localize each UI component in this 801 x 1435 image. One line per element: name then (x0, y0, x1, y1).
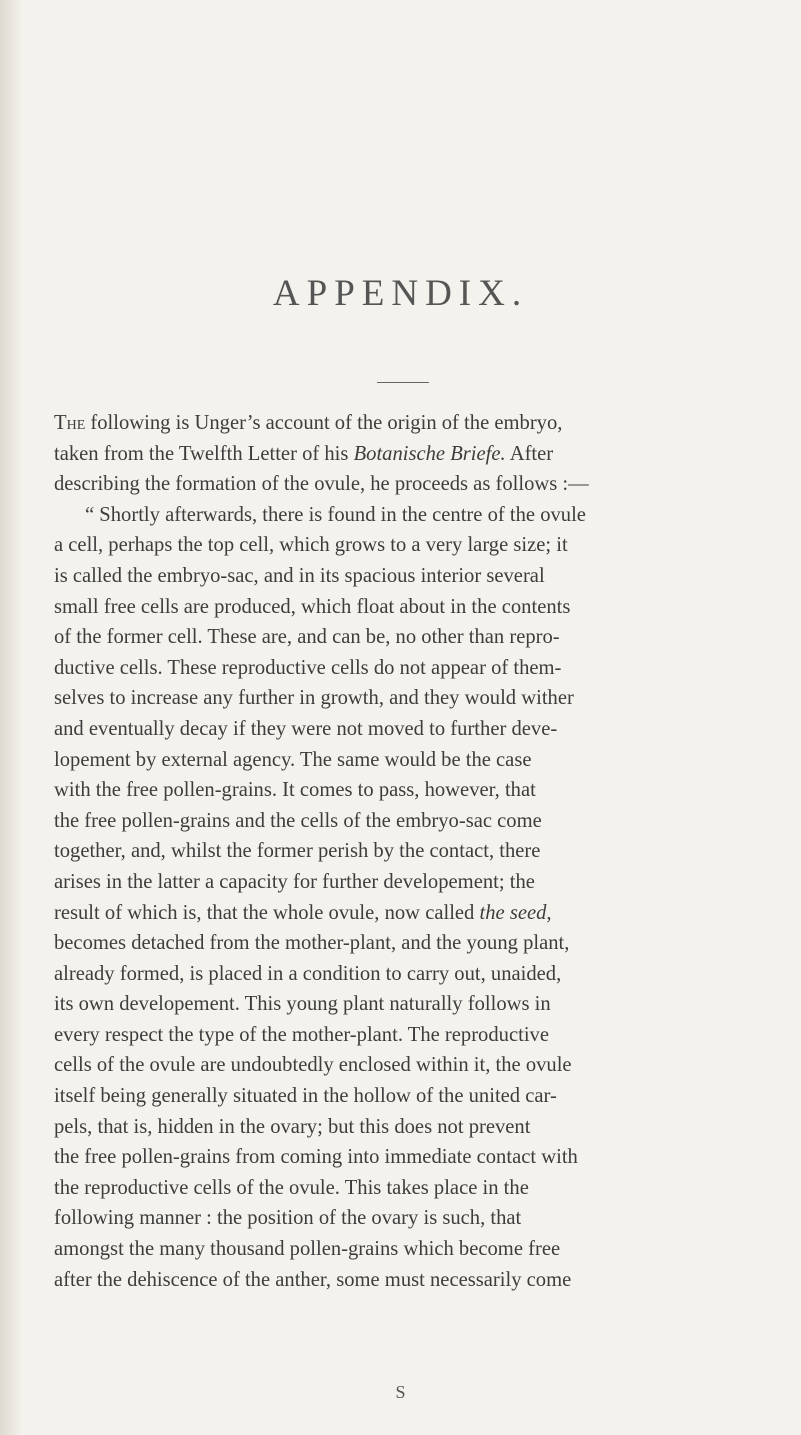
text-line: selves to increase any further in growth, and they would wither (54, 687, 574, 710)
text-line: result of which is, that the whole ovule, now called the seed, (54, 901, 552, 924)
text-line: with the free pollen-grains. It comes to pass, however, that (54, 779, 536, 802)
text-line: pels, that is, hidden in the ovary; but this does not prevent (54, 1115, 531, 1138)
text-line: the free pollen-grains and the cells of the embryo-sac come (54, 809, 542, 832)
text-line: the reproductive cells of the ovule. This takes place in the (54, 1176, 529, 1199)
page-edge-shadow (0, 0, 22, 1435)
heading-rule (377, 382, 429, 383)
text-line: together, and, whilst the former perish by the contact, there (54, 840, 541, 863)
text-line: cells of the ovule are undoubtedly enclosed within it, the ovule (54, 1054, 572, 1077)
text-line: describing the formation of the ovule, he proceeds as follows :— (54, 473, 589, 496)
text-line: a cell, perhaps the top cell, which grows to a very large size; it (54, 534, 568, 557)
text-line: is called the embryo-sac, and in its spacious interior several (54, 564, 545, 587)
appendix-paragraph (54, 408, 744, 1295)
text-line: becomes detached from the mother-plant, and the young plant, (54, 932, 570, 955)
text-line: and eventually decay if they were not moved to further deve- (54, 717, 558, 740)
text-line: The following is Unger’s account of the origin of the embryo, (54, 412, 563, 434)
text-line: already formed, is placed in a condition to carry out, unaided, (54, 962, 562, 985)
text-line: amongst the many thousand pollen-grains which become free (54, 1238, 561, 1261)
lead-word: The (54, 412, 86, 434)
text-line: its own developement. This young plant naturally follows in (54, 993, 551, 1016)
text-line: following manner : the position of the ovary is such, that (54, 1207, 522, 1230)
text-line: small free cells are produced, which float about in the contents (54, 595, 571, 618)
signature-mark: S (395, 1382, 406, 1402)
text-line: the free pollen-grains from coming into immediate contact with (54, 1146, 578, 1169)
text-line: of the former cell. These are, and can be, no other than repro- (54, 626, 560, 649)
text-line: lopement by external agency. The same would be the case (54, 748, 532, 771)
text-line: ductive cells. These reproductive cells do not appear of them- (54, 656, 562, 679)
text-line: after the dehiscence of the anther, some must necessarily come (54, 1268, 572, 1291)
text-line: itself being generally situated in the hollow of the united car- (54, 1085, 557, 1108)
text-line: every respect the type of the mother-plant. The reproductive (54, 1023, 549, 1046)
book-title: Botanische Briefe. (353, 442, 506, 465)
seed-term: the seed, (479, 901, 552, 924)
page-heading: APPENDIX. (272, 273, 529, 314)
quote-start-line: “ Shortly afterwards, there is found in the centre of the ovule (85, 503, 586, 526)
text-line: taken from the Twelfth Letter of his Botanische Briefe. After (54, 442, 554, 465)
text-line: arises in the latter a capacity for further developement; the (54, 870, 535, 893)
